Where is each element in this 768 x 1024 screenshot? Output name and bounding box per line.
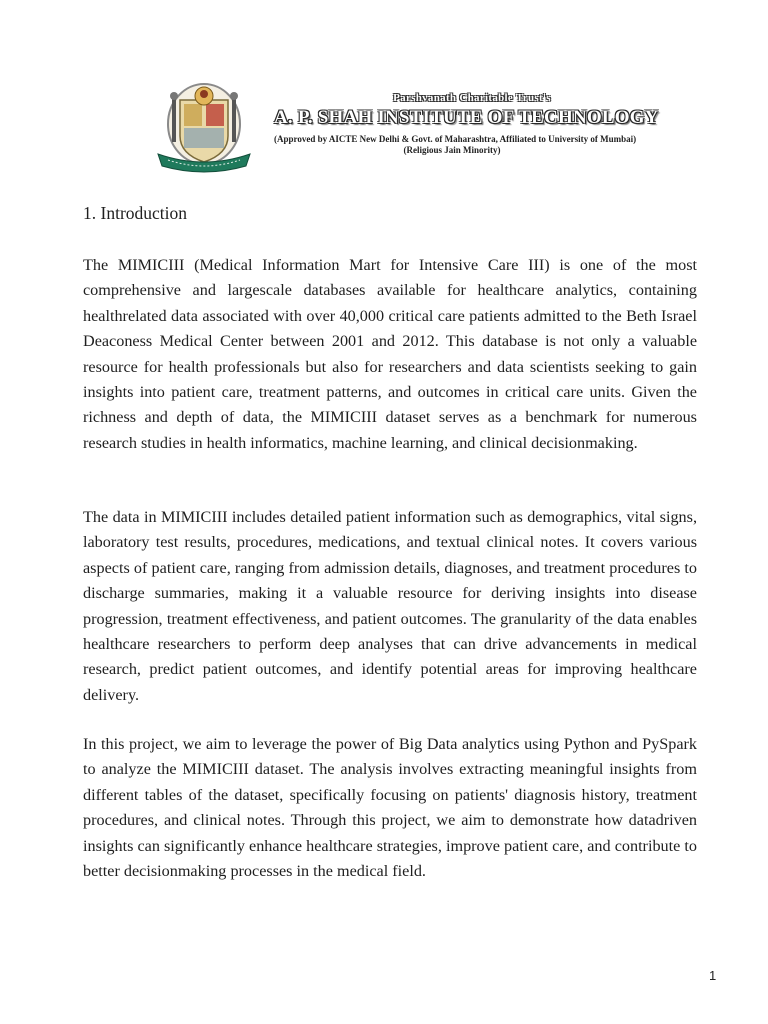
institute-header: [150, 78, 659, 178]
minority-line: (Religious Jain Minority): [403, 145, 501, 155]
trust-name: Parshvanath Charitable Trust's: [393, 92, 551, 104]
section-heading: 1. Introduction: [83, 203, 188, 223]
institute-name: A. P. SHAH INSTITUTE OF TECHNOLOGY: [274, 107, 659, 128]
page-number: 1: [709, 968, 717, 983]
institute-logo-icon: [150, 78, 258, 176]
approval-line: (Approved by AICTE New Delhi & Govt. of Maharashtra, Affiliated to University of Mumbai): [274, 134, 637, 144]
institute-title-block: [274, 92, 659, 155]
paragraph-1: The MIMICIII (Medical Information Mart for Intensive Care III) is one of the most comprehensive and largescale databases available for healthcare analytics, containing healthrelated data associated with over 40,000 critical care patients admitted to the Beth Israel Deaconess Medical Center between 2001 and 2012. This database is not only a valuable resource for health professionals but also for researchers and data scientists seeking to gain insights into patient care, treatment patterns, and outcomes in critical care units. Given the richness and depth of data, the MIMICIII dataset serves as a benchmark for numerous research studies in health informatics, machine learning, and clinical decisionmaking.: [83, 256, 697, 452]
paragraph-3: In this project, we aim to leverage the power of Big Data analytics using Python and PySpark to analyze the MIMICIII dataset. The analysis involves extracting meaningful insights from different tables of the dataset, specifically focusing on patients' diagnosis history, treatment procedures, and clinical notes. Through this project, we aim to demonstrate how datadriven insights can significantly enhance healthcare strategies, improve patient care, and contribute to better decisionmaking processes in the medical field.: [83, 735, 697, 881]
paragraph-2: The data in MIMICIII includes detailed patient information such as demographics, vital signs, laboratory test results, procedures, medications, and textual clinical notes. It covers various aspects of patient care, ranging from admission details, diagnoses, and treatment procedures to discharge summaries, making it a valuable resource for deriving insights into disease progression, treatment effectiveness, and patient outcomes. The granularity of the data enables healthcare researchers to perform deep analyses that can drive advancements in medical research, predict patient outcomes, and identify potential areas for improving healthcare delivery.: [83, 508, 697, 704]
